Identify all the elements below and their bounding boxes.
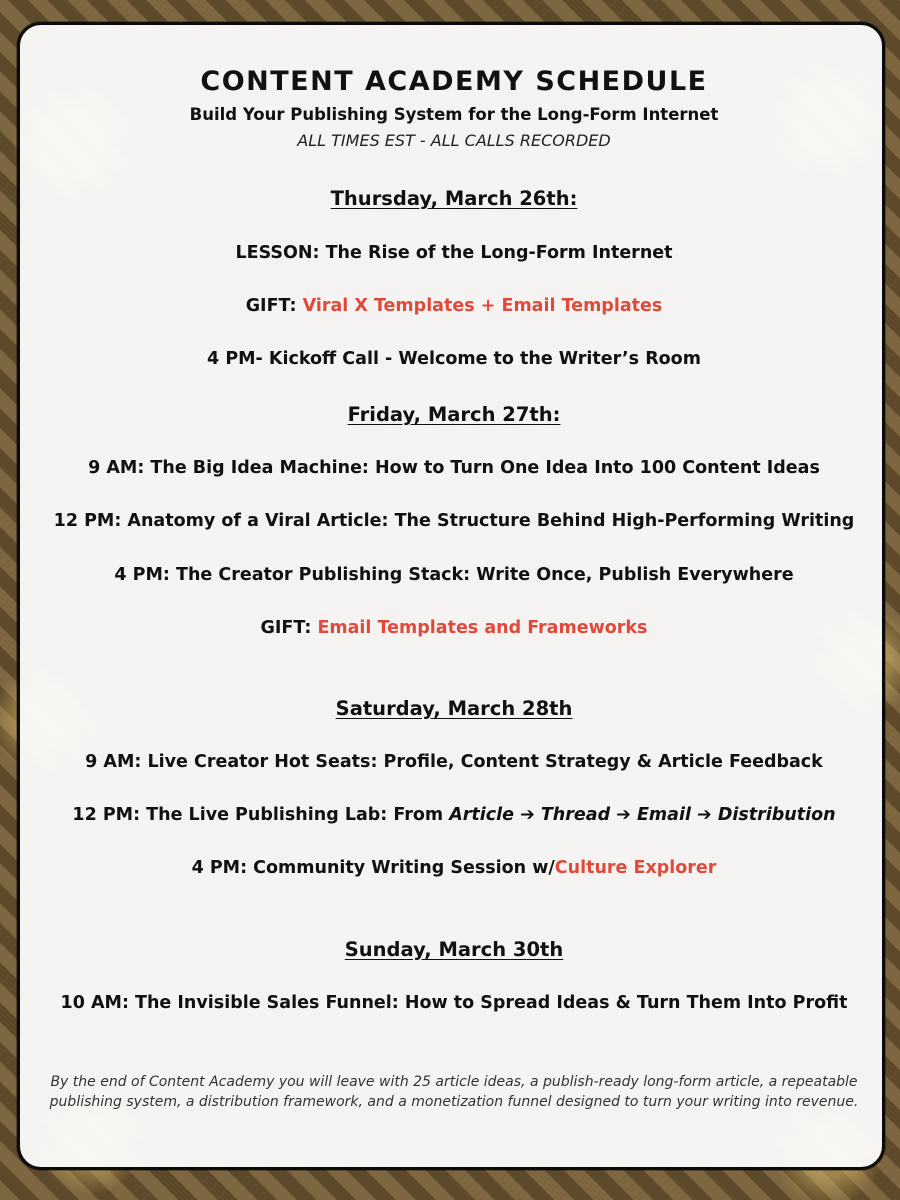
friday-gift-link[interactable]: Email Templates and Frameworks — [317, 618, 648, 638]
step-email: Email — [636, 805, 691, 825]
thursday-gift-link[interactable]: Viral X Templates + Email Templates — [302, 296, 663, 316]
friday-session-3: 4 PM: The Creator Publishing Stack: Write Once, Publish Everywhere — [114, 565, 794, 585]
thursday-heading: Thursday, March 26th: — [330, 187, 578, 210]
arrow-icon: ➔ — [610, 805, 637, 825]
page-subtitle: Build Your Publishing System for the Long-Form Internet — [189, 105, 719, 124]
timezone-note: ALL TIMES EST - ALL CALLS RECORDED — [297, 131, 611, 150]
friday-gift — [20, 618, 888, 638]
friday-heading: Friday, March 27th: — [347, 403, 561, 426]
thursday-gift — [20, 296, 888, 316]
saturday-session-3 — [20, 858, 888, 878]
summary-line-2: publishing system, a distribution framework, and a monetization funnel designed to turn your writing into revenue. — [49, 1094, 859, 1110]
session-prefix: 12 PM: The Live Publishing Lab: From — [72, 805, 450, 825]
thursday-lesson: LESSON: The Rise of the Long-Form Internet — [235, 243, 673, 263]
session-prefix: 4 PM: Community Writing Session w/ — [191, 858, 555, 878]
saturday-session-1: 9 AM: Live Creator Hot Seats: Profile, Content Strategy & Article Feedback — [85, 752, 823, 772]
friday-session-1: 9 AM: The Big Idea Machine: How to Turn One Idea Into 100 Content Ideas — [88, 458, 820, 478]
gift-label: GIFT: — [260, 618, 318, 638]
friday-session-2: 12 PM: Anatomy of a Viral Article: The Structure Behind High-Performing Writing — [53, 511, 855, 531]
sunday-session-1: 10 AM: The Invisible Sales Funnel: How to Spread Ideas & Turn Them Into Profit — [60, 993, 848, 1013]
step-article: Article — [449, 805, 514, 825]
gift-label: GIFT: — [245, 296, 303, 316]
sunday-heading: Sunday, March 30th — [344, 938, 564, 961]
arrow-icon: ➔ — [514, 805, 541, 825]
arrow-icon: ➔ — [690, 805, 718, 825]
step-distribution: Distribution — [717, 805, 836, 825]
summary-line-1: By the end of Content Academy you will leave with 25 article ideas, a publish-ready long-form article, a repeatable — [50, 1074, 858, 1090]
culture-explorer-link[interactable]: Culture Explorer — [554, 858, 717, 878]
outcome-summary — [40, 1072, 868, 1112]
saturday-session-2 — [20, 805, 888, 825]
page-title: CONTENT ACADEMY SCHEDULE — [200, 66, 708, 97]
schedule-card — [17, 22, 885, 1170]
saturday-heading: Saturday, March 28th — [335, 697, 573, 720]
thursday-kickoff-call: 4 PM- Kickoff Call - Welcome to the Writer’s Room — [207, 349, 701, 369]
step-thread: Thread — [540, 805, 611, 825]
